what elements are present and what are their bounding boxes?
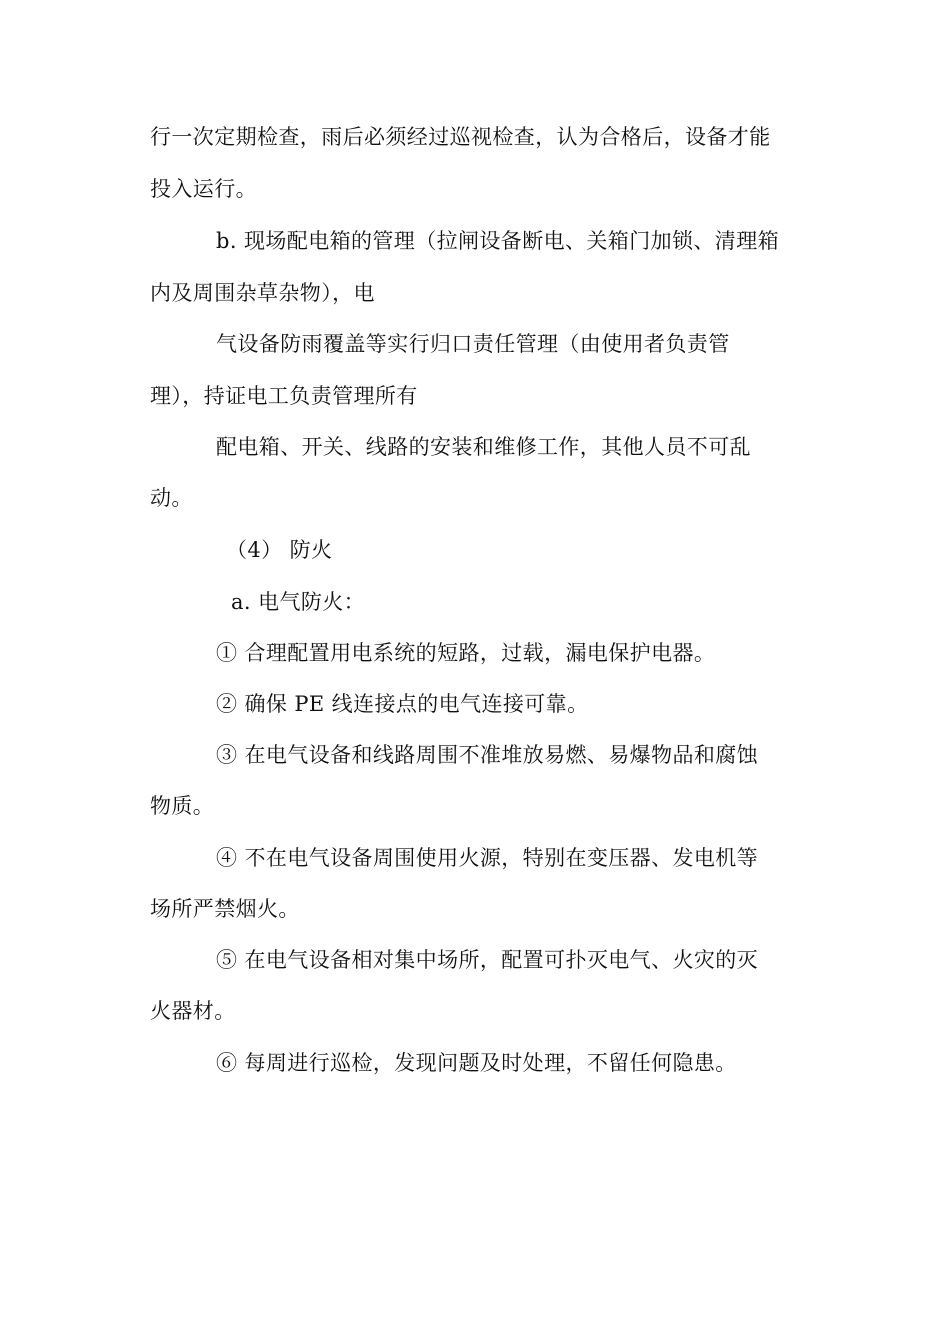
list-item: ⑤ 在电气设备相对集中场所，配置可扑灭电气、火灾的灭	[216, 948, 759, 972]
text-line: 物质。	[150, 794, 215, 818]
text-line: b. 现场配电箱的管理（拉闸设备断电、关箱门加锁、清理箱	[216, 229, 779, 253]
text-line: 投入运行。	[150, 177, 257, 201]
text-line: 火器材。	[150, 999, 236, 1023]
text-line: 理），持证电工负责管理所有	[150, 384, 418, 408]
text-line: 内及周围杂草杂物），电	[150, 281, 375, 305]
text-line: 场所严禁烟火。	[150, 897, 300, 921]
list-item: ① 合理配置用电系统的短路，过载，漏电保护电器。	[216, 641, 716, 665]
list-item: ④ 不在电气设备周围使用火源，特别在变压器、发电机等	[216, 846, 759, 870]
text-line: 行一次定期检查，雨后必须经过巡视检查，认为合格后，设备才能	[150, 125, 771, 149]
text-line: 配电箱、开关、线路的安装和维修工作，其他人员不可乱	[216, 435, 751, 459]
section-heading: （4） 防火	[226, 538, 333, 562]
list-item: ⑥ 每周进行巡检，发现问题及时处理，不留任何隐患。	[216, 1051, 737, 1075]
list-item: ② 确保 PE 线连接点的电气连接可靠。	[216, 692, 589, 716]
subsection-heading: a. 电气防火：	[231, 590, 366, 614]
text-line: 动。	[150, 486, 193, 510]
text-line: 气设备防雨覆盖等实行归口责任管理（由使用者负责管	[216, 332, 730, 356]
list-item: ③ 在电气设备和线路周围不准堆放易燃、易爆物品和腐蚀	[216, 743, 759, 767]
